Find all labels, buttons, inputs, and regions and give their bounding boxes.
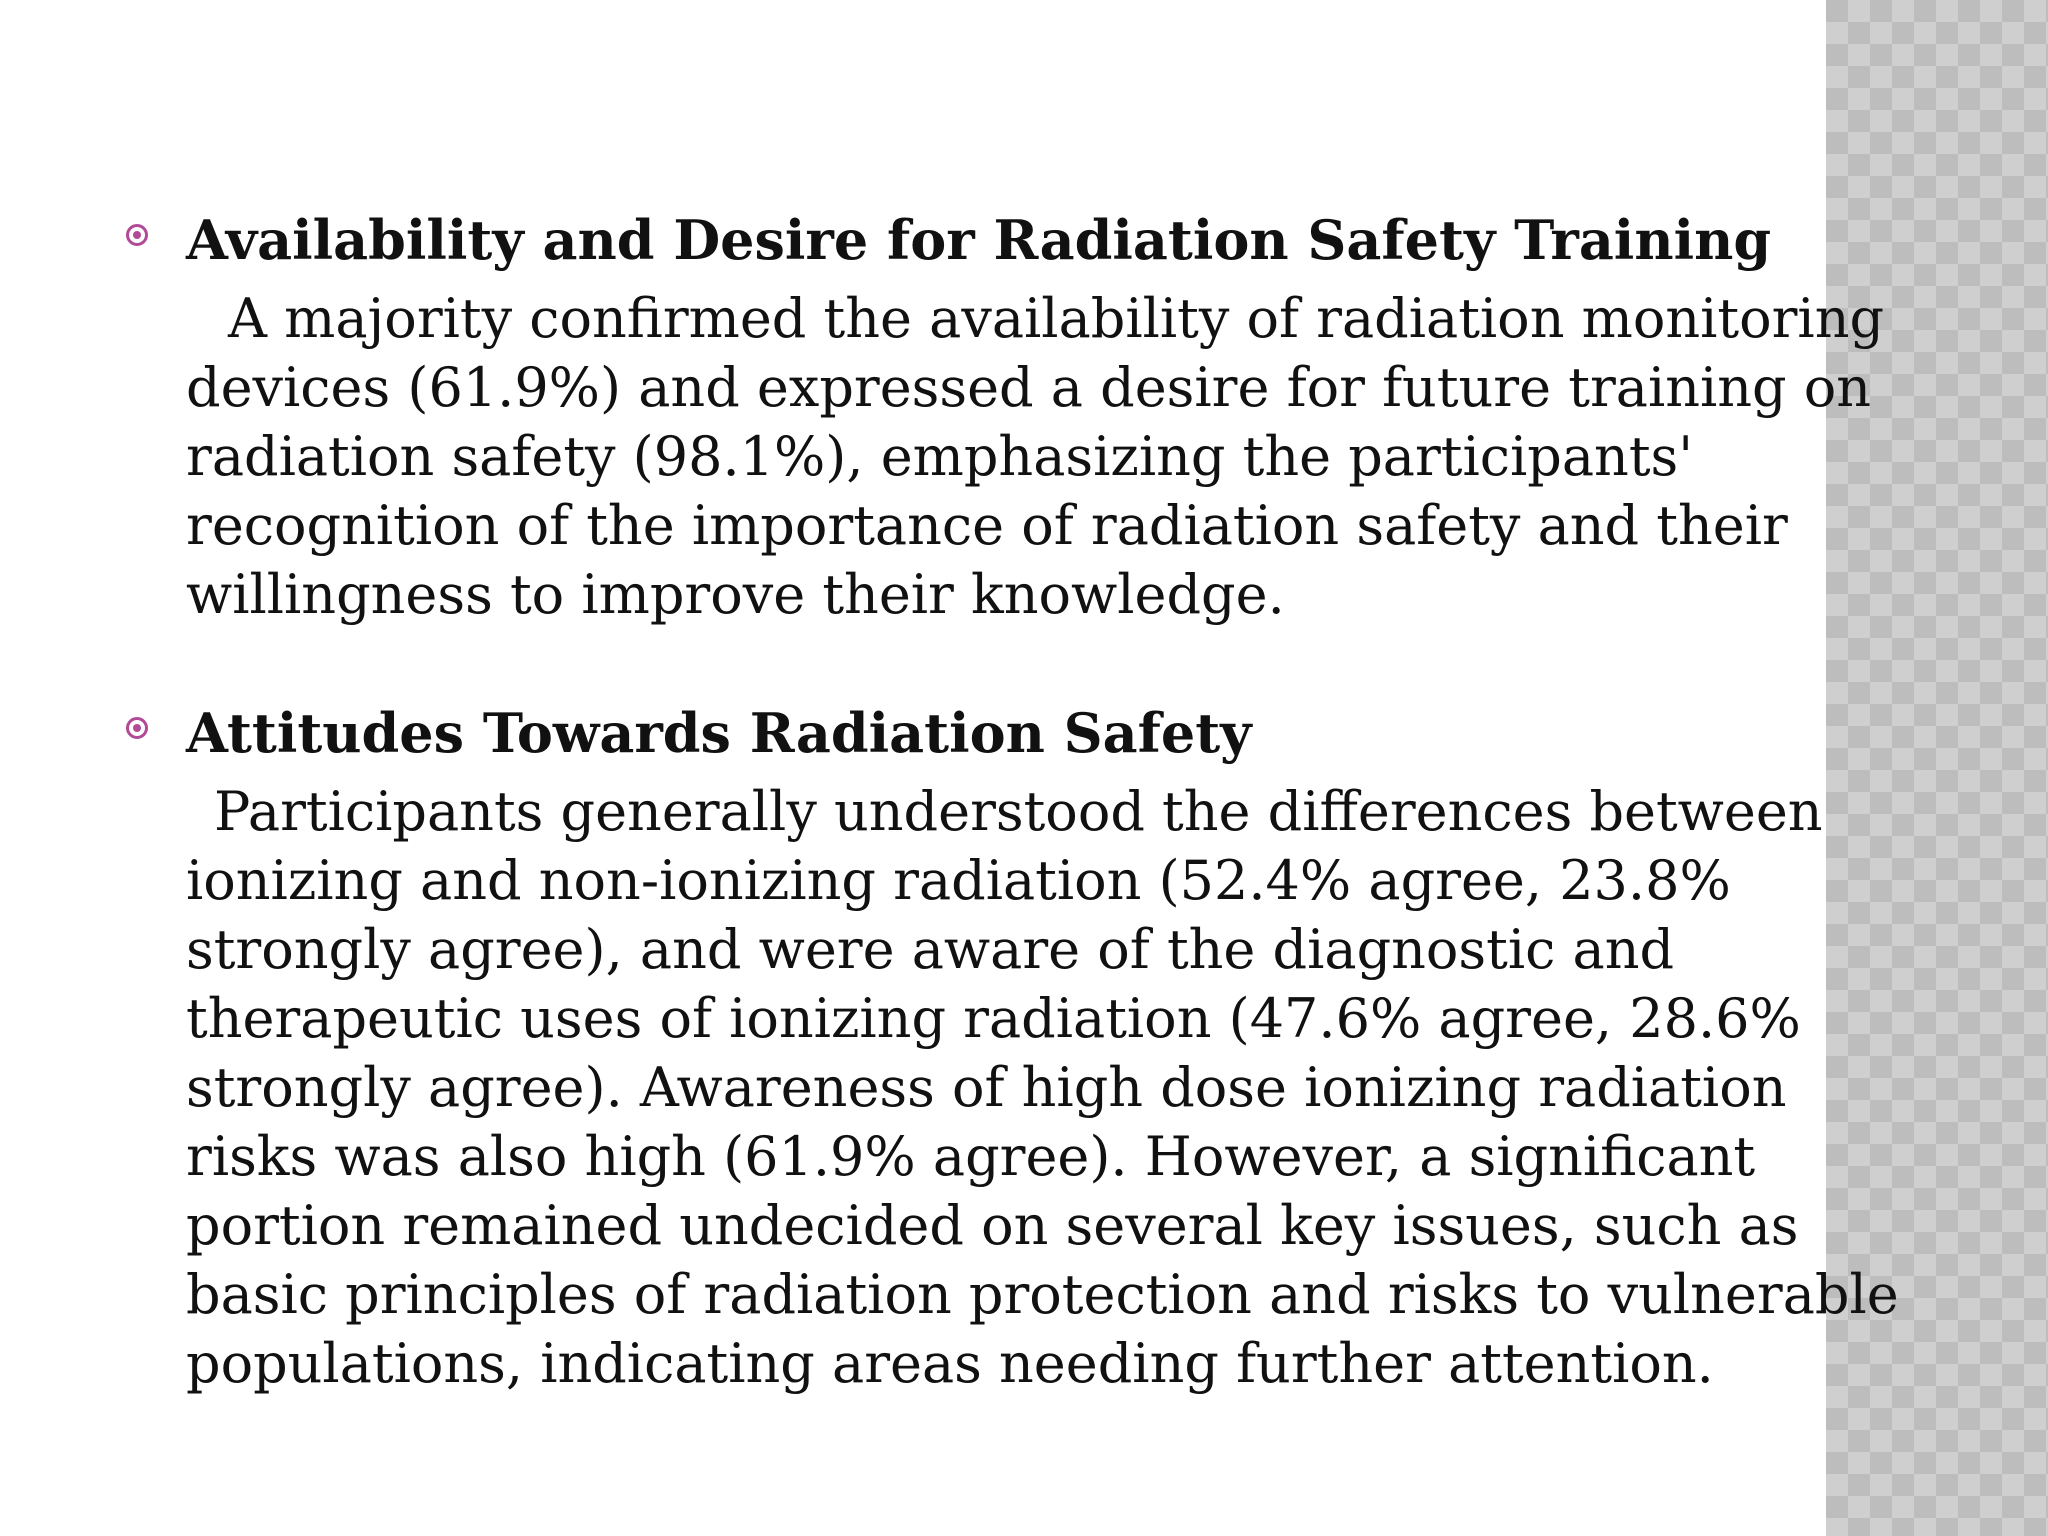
slide-content xyxy=(126,200,1926,1462)
section-body: Participants generally understood the differences between ionizing and non-ionizing radiation (52.4% agree, 23.8% strongly agree), and were aware of the diagnostic and therapeutic uses of ionizing radiation (47.6% agree, 28.6% strongly agree). Awareness of high dose ionizing radiation risks was also high (61.9% agree). However, a significant portion remained undecided on several key issues, such as basic principles of radiation protection and risks to vulnerable populations, indicating areas needing further attention. xyxy=(186,780,1899,1395)
bullet-icon xyxy=(126,224,148,246)
section-heading: Attitudes Towards Radiation Safety xyxy=(186,701,1252,765)
section-attitudes xyxy=(126,693,1926,1398)
section-heading: Availability and Desire for Radiation Safety Training xyxy=(186,208,1772,272)
section-body: A majority confirmed the availability of radiation monitoring devices (61.9%) and expressed a desire for future training on radiation safety (98.1%), emphasizing the participants' recognition of the importance of radiation safety and their willingness to improve their knowledge. xyxy=(186,287,1885,626)
bullet-icon xyxy=(126,717,148,739)
section-training xyxy=(126,200,1926,629)
